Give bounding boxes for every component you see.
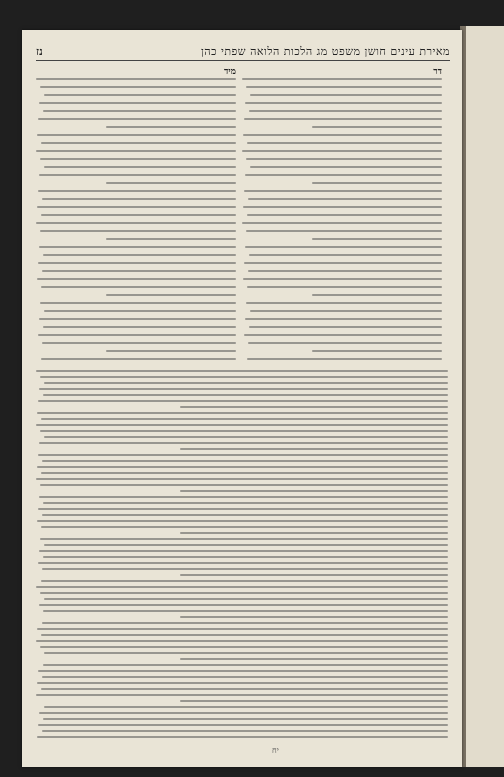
text-line bbox=[312, 182, 442, 184]
text-line bbox=[248, 198, 442, 200]
text-line bbox=[244, 190, 442, 192]
text-line bbox=[44, 166, 236, 168]
text-line bbox=[41, 214, 236, 216]
text-line bbox=[249, 254, 442, 256]
text-line bbox=[41, 634, 448, 636]
text-line bbox=[312, 350, 442, 352]
text-line bbox=[249, 326, 442, 328]
text-line bbox=[39, 442, 448, 444]
text-line bbox=[37, 466, 448, 468]
text-line bbox=[245, 246, 442, 248]
text-line bbox=[40, 302, 236, 304]
text-line bbox=[242, 222, 442, 224]
text-line bbox=[244, 118, 442, 120]
text-line bbox=[39, 604, 448, 606]
text-line bbox=[37, 682, 448, 684]
text-line bbox=[41, 142, 236, 144]
text-line bbox=[41, 286, 236, 288]
text-line bbox=[39, 246, 236, 248]
text-line bbox=[106, 182, 236, 184]
text-line bbox=[44, 436, 448, 438]
text-line bbox=[180, 574, 448, 576]
text-line bbox=[42, 676, 448, 678]
text-line bbox=[250, 166, 442, 168]
text-line bbox=[43, 718, 448, 720]
text-line bbox=[40, 484, 448, 486]
commentary-block bbox=[36, 370, 448, 750]
page-number: נז bbox=[36, 44, 43, 58]
text-line bbox=[245, 318, 442, 320]
text-line bbox=[39, 102, 236, 104]
text-line bbox=[42, 460, 448, 462]
text-line bbox=[37, 134, 236, 136]
text-line bbox=[106, 126, 236, 128]
text-line bbox=[41, 418, 448, 420]
text-line bbox=[36, 478, 448, 480]
commentary-text-lines bbox=[36, 370, 448, 750]
text-line bbox=[37, 736, 448, 738]
text-line bbox=[38, 118, 236, 120]
right-column-text-lines bbox=[242, 64, 442, 364]
text-line bbox=[40, 230, 236, 232]
text-line bbox=[43, 254, 236, 256]
text-line bbox=[40, 592, 448, 594]
text-line bbox=[246, 158, 442, 160]
text-line bbox=[37, 412, 448, 414]
text-line bbox=[243, 134, 442, 136]
text-line bbox=[36, 78, 236, 80]
text-line bbox=[42, 568, 448, 570]
text-line bbox=[248, 270, 442, 272]
text-line bbox=[180, 616, 448, 618]
text-line bbox=[36, 150, 236, 152]
text-line bbox=[44, 544, 448, 546]
text-line bbox=[312, 238, 442, 240]
text-line bbox=[245, 102, 442, 104]
facing-page bbox=[466, 26, 504, 767]
text-line bbox=[43, 394, 448, 396]
text-line bbox=[36, 222, 236, 224]
book-page bbox=[22, 30, 462, 767]
text-line bbox=[44, 652, 448, 654]
text-line bbox=[36, 640, 448, 642]
text-line bbox=[246, 230, 442, 232]
text-line bbox=[247, 142, 442, 144]
right-column-opening-word: דר bbox=[433, 67, 442, 77]
text-line bbox=[43, 326, 236, 328]
text-line bbox=[243, 206, 442, 208]
text-line bbox=[37, 278, 236, 280]
text-line bbox=[38, 334, 236, 336]
page-header bbox=[36, 42, 450, 61]
text-line bbox=[43, 610, 448, 612]
text-line bbox=[180, 532, 448, 534]
text-line bbox=[38, 508, 448, 510]
text-line bbox=[38, 190, 236, 192]
text-line bbox=[38, 262, 236, 264]
text-line bbox=[242, 150, 442, 152]
text-line bbox=[39, 318, 236, 320]
text-line bbox=[36, 370, 448, 372]
text-line bbox=[44, 382, 448, 384]
footer-signature-mark: יח bbox=[272, 746, 279, 755]
text-line bbox=[247, 214, 442, 216]
text-line bbox=[44, 706, 448, 708]
text-line bbox=[41, 580, 448, 582]
text-line bbox=[43, 556, 448, 558]
text-line bbox=[42, 514, 448, 516]
text-line bbox=[39, 496, 448, 498]
text-line bbox=[42, 270, 236, 272]
text-line bbox=[38, 454, 448, 456]
text-line bbox=[44, 94, 236, 96]
left-text-column bbox=[36, 64, 236, 364]
text-line bbox=[43, 110, 236, 112]
text-line bbox=[247, 358, 442, 360]
text-line bbox=[250, 94, 442, 96]
text-line bbox=[41, 526, 448, 528]
text-line bbox=[42, 730, 448, 732]
text-line bbox=[41, 472, 448, 474]
text-line bbox=[180, 490, 448, 492]
text-line bbox=[39, 550, 448, 552]
text-line bbox=[246, 302, 442, 304]
text-line bbox=[246, 86, 442, 88]
text-line bbox=[42, 342, 236, 344]
text-line bbox=[250, 310, 442, 312]
text-line bbox=[312, 294, 442, 296]
text-line bbox=[44, 598, 448, 600]
text-line bbox=[106, 294, 236, 296]
text-line bbox=[40, 538, 448, 540]
running-title: מאירת עינים חושן משפט מג הלכות הלואה שפתי כהן bbox=[200, 44, 450, 58]
text-line bbox=[243, 278, 442, 280]
left-column-text-lines bbox=[36, 64, 236, 364]
text-line bbox=[180, 406, 448, 408]
text-line bbox=[249, 110, 442, 112]
text-line bbox=[43, 502, 448, 504]
text-line bbox=[38, 400, 448, 402]
text-line bbox=[244, 262, 442, 264]
text-line bbox=[39, 712, 448, 714]
text-line bbox=[41, 688, 448, 690]
text-line bbox=[180, 700, 448, 702]
text-line bbox=[106, 350, 236, 352]
text-line bbox=[37, 628, 448, 630]
text-line bbox=[42, 622, 448, 624]
text-line bbox=[40, 646, 448, 648]
text-line bbox=[180, 448, 448, 450]
text-line bbox=[106, 238, 236, 240]
left-column-opening-word: מיד bbox=[223, 67, 236, 77]
text-line bbox=[43, 664, 448, 666]
text-line bbox=[38, 670, 448, 672]
right-text-column bbox=[242, 64, 442, 364]
text-line bbox=[38, 562, 448, 564]
text-line bbox=[245, 174, 442, 176]
text-line bbox=[244, 334, 442, 336]
text-line bbox=[40, 158, 236, 160]
text-line bbox=[41, 358, 236, 360]
text-line bbox=[37, 206, 236, 208]
text-line bbox=[38, 724, 448, 726]
text-line bbox=[37, 520, 448, 522]
text-line bbox=[36, 586, 448, 588]
text-line bbox=[312, 126, 442, 128]
text-line bbox=[248, 342, 442, 344]
text-line bbox=[39, 174, 236, 176]
text-line bbox=[36, 694, 448, 696]
text-line bbox=[36, 424, 448, 426]
text-line bbox=[247, 286, 442, 288]
text-line bbox=[242, 78, 442, 80]
text-line bbox=[44, 310, 236, 312]
text-line bbox=[42, 198, 236, 200]
text-line bbox=[40, 86, 236, 88]
text-line bbox=[40, 430, 448, 432]
text-line bbox=[180, 658, 448, 660]
text-line bbox=[39, 388, 448, 390]
text-line bbox=[40, 376, 448, 378]
